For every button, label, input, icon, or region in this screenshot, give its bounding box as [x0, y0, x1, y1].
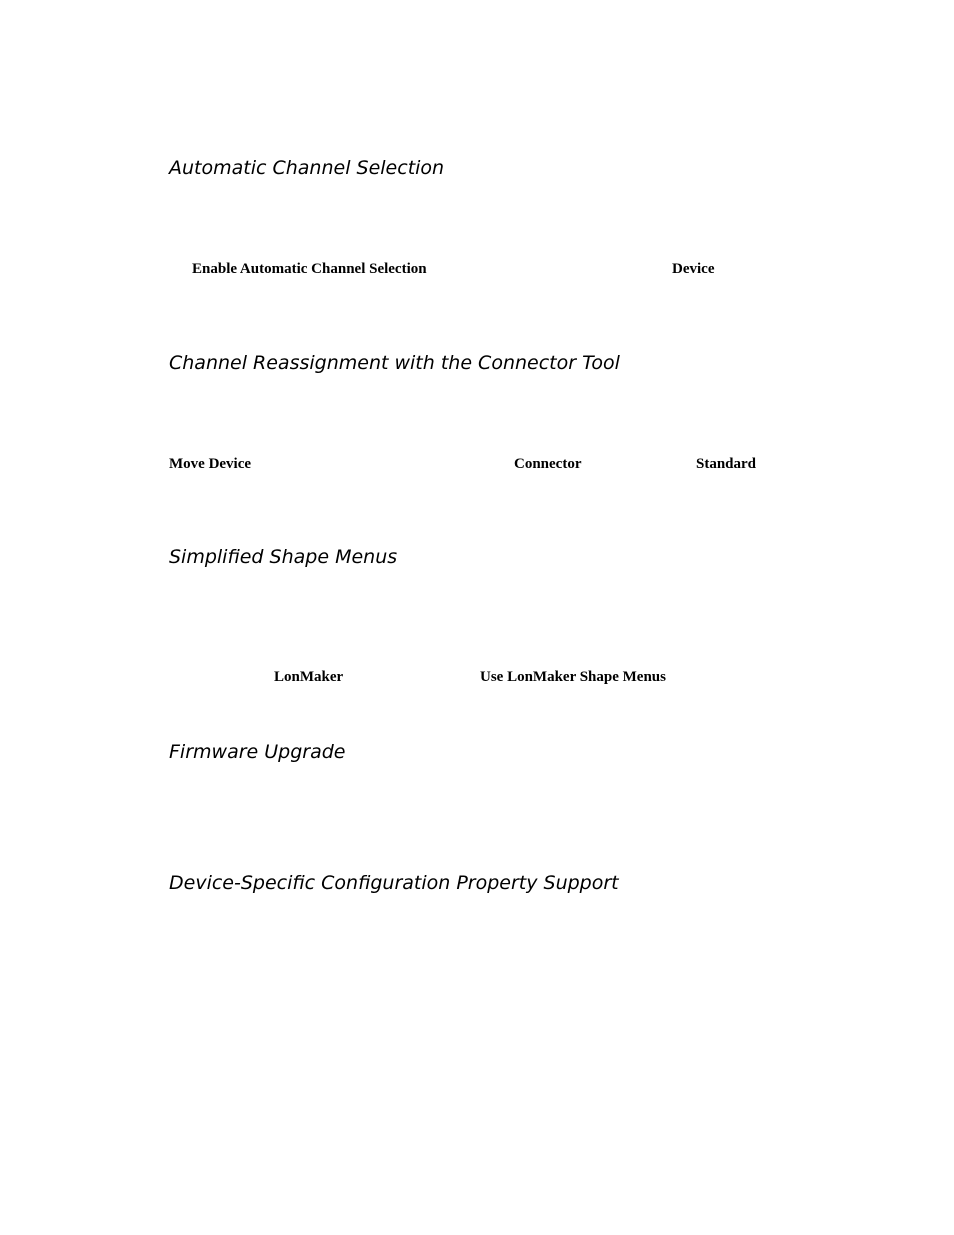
heading-automatic-channel-selection: Automatic Channel Selection [169, 157, 445, 179]
term-enable-automatic-channel-selection: Enable Automatic Channel Selection [192, 261, 427, 277]
term-device: Device [672, 261, 715, 277]
heading-firmware-upgrade: Firmware Upgrade [169, 741, 346, 763]
term-standard: Standard [696, 456, 757, 472]
term-use-lonmaker-shape-menus: Use LonMaker Shape Menus [480, 669, 666, 685]
heading-simplified-shape-menus: Simplified Shape Menus [169, 546, 398, 568]
term-lonmaker: LonMaker [274, 669, 344, 685]
term-connector: Connector [514, 456, 582, 472]
heading-device-specific-cp-support: Device-Specific Configuration Property Support [169, 872, 619, 894]
heading-channel-reassignment: Channel Reassignment with the Connector Tool [169, 352, 620, 374]
term-move-device: Move Device [169, 456, 252, 472]
